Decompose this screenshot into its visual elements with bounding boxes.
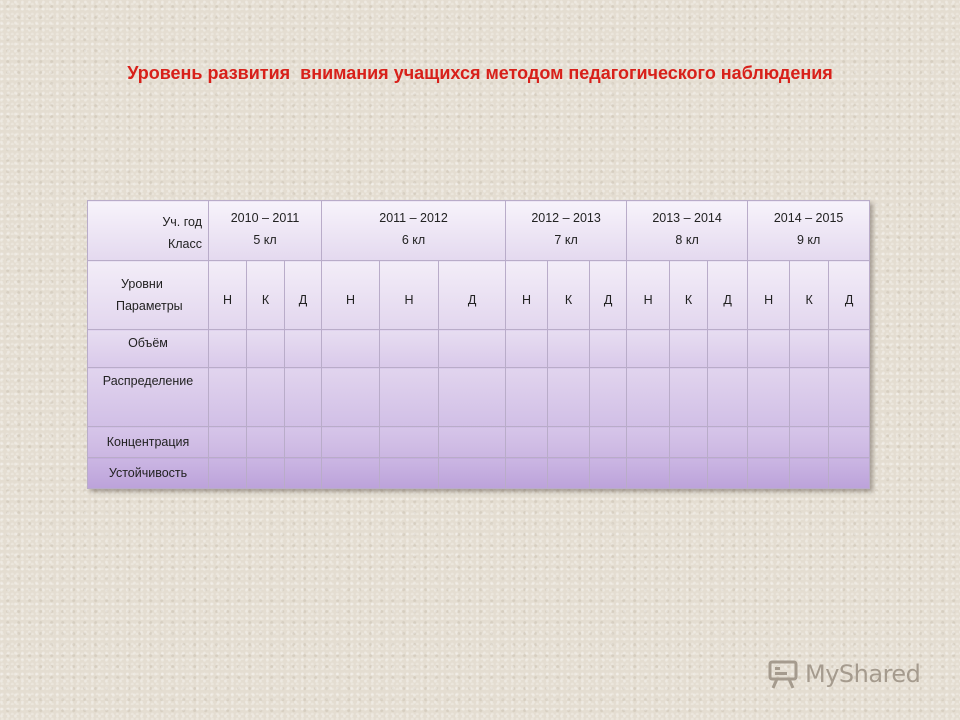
level-code-cell: Д bbox=[708, 261, 748, 330]
table-cell bbox=[506, 427, 548, 458]
table-cell bbox=[548, 458, 590, 489]
table-cell bbox=[209, 427, 247, 458]
table-cell bbox=[829, 458, 870, 489]
level-code-cell: К bbox=[548, 261, 590, 330]
projector-screen-icon bbox=[767, 658, 799, 690]
table-cell bbox=[439, 427, 506, 458]
levels-label-cell bbox=[88, 261, 209, 330]
table-cell bbox=[708, 458, 748, 489]
table-cell bbox=[829, 330, 870, 368]
table-cell bbox=[285, 427, 322, 458]
table-cell bbox=[548, 368, 590, 427]
year-cell-2014 bbox=[748, 201, 870, 261]
table-cell bbox=[627, 427, 670, 458]
table-cell bbox=[590, 330, 627, 368]
table-cell bbox=[590, 368, 627, 427]
table-cell bbox=[670, 427, 708, 458]
attention-table bbox=[87, 200, 870, 489]
year-label: 2010 – 2011 bbox=[230, 211, 300, 225]
parameter-row-concentration bbox=[88, 427, 870, 458]
level-code-cell: Н bbox=[209, 261, 247, 330]
header-row-levels bbox=[88, 261, 870, 330]
watermark-text: MyShared bbox=[805, 660, 921, 688]
year-label: 2012 – 2013 bbox=[531, 211, 601, 225]
table-cell bbox=[285, 368, 322, 427]
table-cell bbox=[380, 330, 439, 368]
table-cell bbox=[708, 368, 748, 427]
level-code-cell: Н bbox=[506, 261, 548, 330]
grade-label: 6 кл bbox=[401, 233, 426, 247]
year-label: 2011 – 2012 bbox=[379, 211, 448, 225]
table-cell bbox=[380, 458, 439, 489]
table-cell bbox=[627, 458, 670, 489]
year-label: 2013 – 2014 bbox=[652, 211, 722, 225]
table-cell bbox=[670, 368, 708, 427]
level-code-cell: Н bbox=[627, 261, 670, 330]
table-cell bbox=[548, 427, 590, 458]
table-cell bbox=[380, 368, 439, 427]
parameter-label: Распределение bbox=[102, 374, 194, 388]
corner-cell bbox=[88, 201, 209, 261]
table-cell bbox=[590, 427, 627, 458]
table-cell bbox=[627, 330, 670, 368]
parameter-label-cell bbox=[88, 458, 209, 489]
level-code-cell: Д bbox=[829, 261, 870, 330]
grade-label: 8 кл bbox=[675, 233, 699, 247]
table-cell bbox=[285, 458, 322, 489]
level-code-cell: Д bbox=[590, 261, 627, 330]
table-cell bbox=[285, 330, 322, 368]
table-cell bbox=[506, 368, 548, 427]
grade-label: 5 кл bbox=[253, 233, 277, 247]
table-cell bbox=[790, 368, 829, 427]
grade-label: 7 кл bbox=[554, 233, 578, 247]
level-code-cell: К bbox=[247, 261, 285, 330]
table-cell bbox=[506, 330, 548, 368]
table-cell bbox=[209, 368, 247, 427]
level-code-cell: Д bbox=[285, 261, 322, 330]
year-label: 2014 – 2015 bbox=[773, 211, 844, 225]
table-cell bbox=[247, 368, 285, 427]
table-cell bbox=[790, 458, 829, 489]
parameter-label-cell bbox=[88, 427, 209, 458]
level-code-cell: К bbox=[790, 261, 829, 330]
corner-class-label: Класс bbox=[167, 236, 202, 251]
table-cell bbox=[380, 427, 439, 458]
table-cell bbox=[548, 330, 590, 368]
myshared-watermark bbox=[767, 656, 937, 692]
table-cell bbox=[322, 330, 380, 368]
table-cell bbox=[829, 368, 870, 427]
table-cell bbox=[790, 427, 829, 458]
table-cell bbox=[322, 427, 380, 458]
header-row-years bbox=[88, 201, 870, 261]
table-cell bbox=[748, 427, 790, 458]
level-code-cell: Н bbox=[380, 261, 439, 330]
level-code-cell: Д bbox=[439, 261, 506, 330]
level-code-cell: Н bbox=[322, 261, 380, 330]
table-cell bbox=[590, 458, 627, 489]
table-cell bbox=[708, 330, 748, 368]
table-cell bbox=[506, 458, 548, 489]
grade-label: 9 кл bbox=[796, 233, 821, 247]
table-cell bbox=[439, 330, 506, 368]
table-cell bbox=[247, 458, 285, 489]
table-cell bbox=[708, 427, 748, 458]
parameter-label-cell bbox=[88, 330, 209, 368]
table-cell bbox=[790, 330, 829, 368]
table-cell bbox=[209, 458, 247, 489]
level-code-cell: К bbox=[670, 261, 708, 330]
parameter-row-distribution bbox=[88, 368, 870, 427]
year-cell-2010 bbox=[209, 201, 322, 261]
levels-label: Уровни bbox=[121, 277, 163, 291]
table-cell bbox=[209, 330, 247, 368]
parameter-label: Объём bbox=[128, 336, 168, 350]
table-cell bbox=[748, 458, 790, 489]
table-cell bbox=[670, 330, 708, 368]
table-cell bbox=[247, 330, 285, 368]
parameter-label: Концентрация bbox=[106, 435, 190, 449]
table-cell bbox=[670, 458, 708, 489]
parameter-label: Устойчивость bbox=[108, 466, 188, 480]
corner-year-label: Уч. год bbox=[162, 214, 202, 229]
year-cell-2013 bbox=[627, 201, 748, 261]
parameter-row-volume bbox=[88, 330, 870, 368]
parameter-label-cell bbox=[88, 368, 209, 427]
attention-table-wrapper bbox=[87, 200, 870, 489]
table-cell bbox=[627, 368, 670, 427]
table-cell bbox=[247, 427, 285, 458]
table-cell bbox=[829, 427, 870, 458]
table-cell bbox=[439, 458, 506, 489]
table-cell bbox=[322, 458, 380, 489]
table-cell bbox=[439, 368, 506, 427]
table-cell bbox=[748, 368, 790, 427]
year-cell-2011 bbox=[322, 201, 506, 261]
slide-title: Уровень развития внимания учащихся методом педагогического наблюдения bbox=[127, 63, 833, 83]
parameter-row-stability bbox=[88, 458, 870, 489]
parameters-label: Параметры bbox=[116, 299, 183, 313]
table-cell bbox=[748, 330, 790, 368]
level-code-cell: Н bbox=[748, 261, 790, 330]
year-cell-2012 bbox=[506, 201, 627, 261]
table-cell bbox=[322, 368, 380, 427]
